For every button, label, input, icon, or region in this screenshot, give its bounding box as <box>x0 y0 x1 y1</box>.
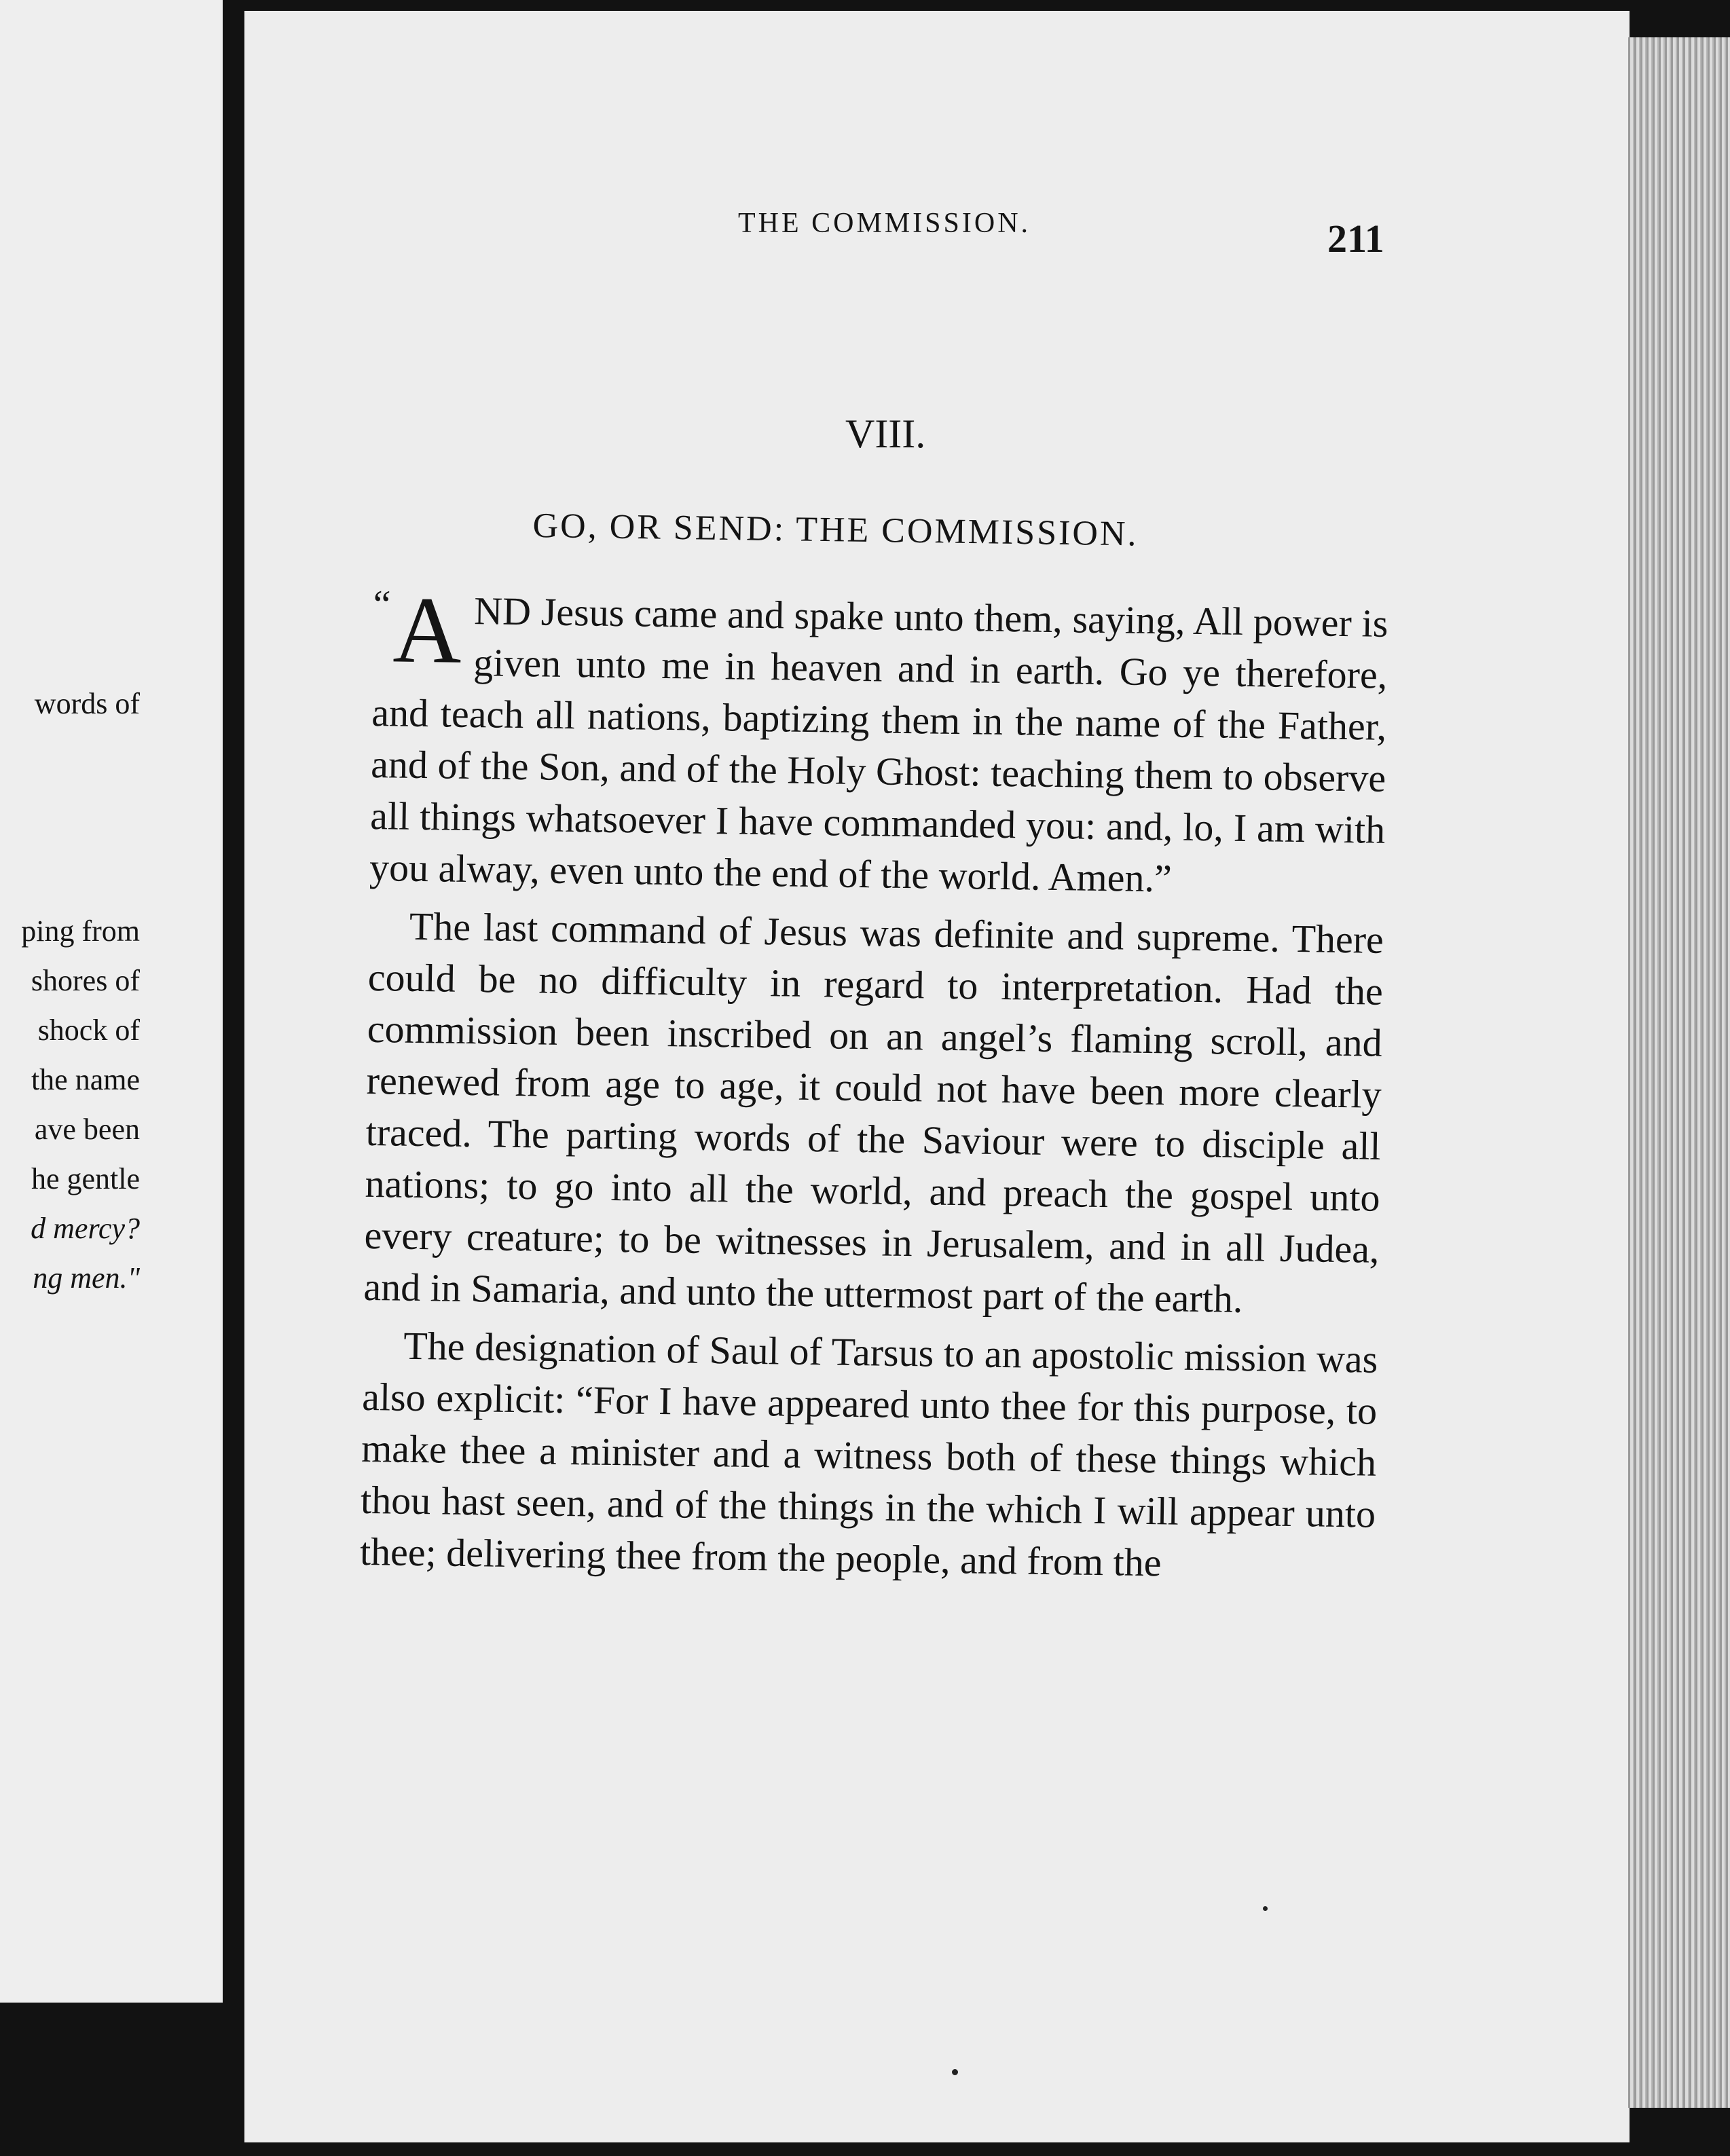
paragraph: The last command of Jesus was definite and supreme. There could be no difficulty in regard to interpretation. Had the commission been inscribed on an angel’s flaming scroll, and renewed from age to age, it could not have been more clearly traced. The parting words of the Saviour were to disciple all nations; to go into all the world, and preach the gospel unto every creature; to be witnesses in Jerusalem, and in all Judea, and in Samaria, and unto the uttermost part of the earth. <box>363 904 1384 1321</box>
facing-line: he gentle <box>31 1162 140 1195</box>
facing-line: ping from <box>21 914 140 948</box>
facing-line: ng men." <box>33 1261 140 1295</box>
body-text <box>359 577 1388 1599</box>
facing-line: ave been <box>34 1113 140 1146</box>
print-speck <box>952 2069 958 2075</box>
paragraph-scripture-quote <box>369 577 1388 908</box>
facing-page-left <box>0 0 223 2003</box>
facing-line: shock of <box>37 1014 140 1047</box>
facing-line: the name <box>31 1063 140 1096</box>
page-edges <box>1628 37 1730 2108</box>
opening-quote: “ <box>373 582 391 627</box>
print-speck <box>1263 1906 1268 1911</box>
facing-line: shores of <box>31 964 140 997</box>
facing-line: words of <box>34 687 140 720</box>
drop-cap: A <box>392 577 462 684</box>
facing-line: d mercy? <box>31 1212 140 1245</box>
paragraph: The designation of Saul of Tarsus to an apostolic mission was also explicit: “For I have appeared unto thee for this purpose, to make thee a minister and a witness both of these things which thou hast seen, and of the things in the which I will appear unto thee; delivering thee from the people, and from the <box>359 1323 1378 1585</box>
running-head: THE COMMISSION. <box>738 208 1031 239</box>
chapter-title: GO, OR SEND: THE COMMISSION. <box>532 506 1139 554</box>
chapter-number: VIII. <box>845 411 926 456</box>
page-number: 211 <box>1327 217 1384 261</box>
paragraph-text: ND Jesus came and spake unto them, saying, All power is given unto me in heaven and in earth. Go ye therefore, and teach all nations, baptizing them in the name of the Father, and of the Son, and of the Holy Ghost: teaching them to observe all things whatsoever I have commanded you: and, lo, I am with you alway, even unto the end of the world. Amen.” <box>369 589 1388 901</box>
